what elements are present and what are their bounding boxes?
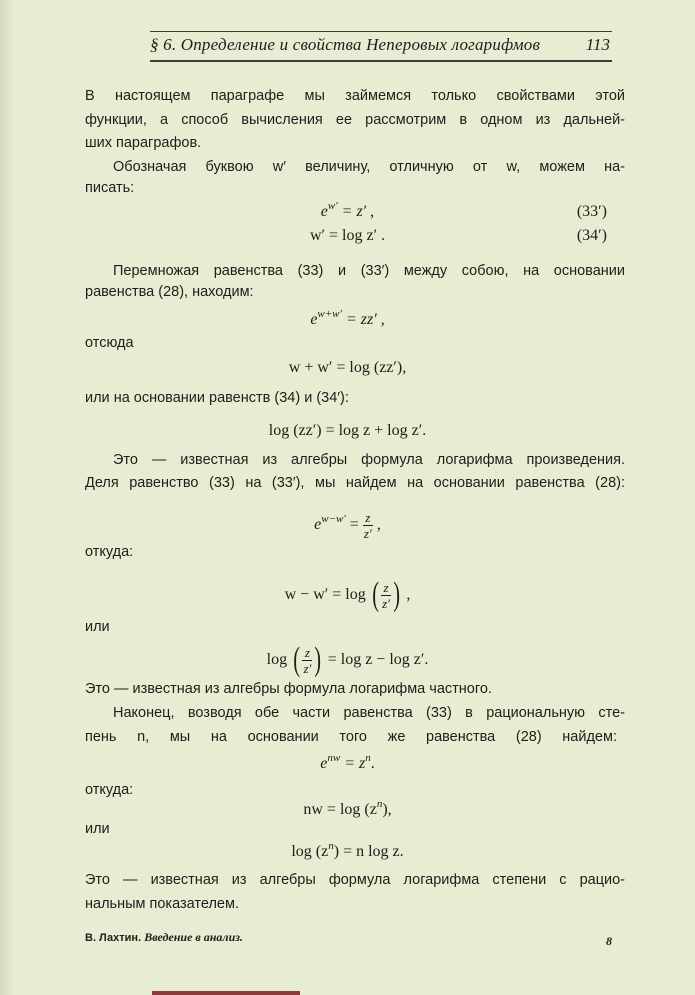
denominator: z′ — [382, 595, 390, 611]
eq-rhs: = zz′ , — [341, 311, 385, 328]
running-header — [150, 35, 610, 57]
eq-base: e — [320, 203, 328, 220]
eq-exponent: n — [365, 752, 371, 764]
equation-number: (34′) — [576, 227, 607, 244]
eq-rhs: , — [372, 516, 381, 533]
numerator: z — [383, 579, 389, 595]
fraction — [381, 581, 391, 610]
eq-lhs: log (z — [291, 843, 329, 860]
eq-base: e — [310, 311, 318, 328]
eq-equals: = z — [340, 755, 366, 772]
text-line: или на основании равенств (34) и (34′): — [85, 390, 349, 406]
page-number: 113 — [585, 35, 610, 54]
text-line: Это — известная из алгебры формула логарифма частного. — [85, 681, 492, 697]
eq-lhs: log — [266, 651, 292, 668]
eq-exponent: w+w′ — [317, 308, 342, 320]
eq-base: e — [320, 755, 328, 772]
left-paren: ( — [293, 641, 301, 679]
footer-imprint — [85, 930, 243, 945]
text-line: Обозначая буквою w′ величину, отличную от w, можем на- — [113, 159, 625, 175]
equation-sum-log — [0, 357, 695, 379]
text-line: нальным показателем. — [85, 896, 239, 912]
header-top-rule — [150, 31, 612, 32]
eq-end: . — [370, 755, 375, 772]
eq-rhs: = log z − log z′. — [323, 651, 429, 668]
equation-quotient-exp — [0, 508, 695, 542]
eq-exponent: n — [328, 840, 334, 852]
text-line: писать: — [85, 180, 135, 196]
text-line: откуда: — [85, 544, 134, 560]
eq-rhs: ) = n log z. — [333, 843, 404, 860]
text-line: В настоящем параграфе мы займемся только свойствами этой — [85, 88, 625, 104]
text-line: откуда: — [85, 782, 134, 798]
numerator: z — [365, 509, 371, 525]
eq-text: w + w′ = log (zz′), — [288, 359, 407, 376]
eq-equals: = — [345, 516, 363, 533]
equation-power-exp — [0, 753, 695, 775]
eq-text: w′ = log z′ . — [309, 227, 386, 244]
eq-exponent: nw — [327, 752, 341, 764]
header-bottom-rule — [150, 60, 612, 62]
eq-lhs: w − w′ = log — [284, 586, 370, 603]
text-line: функции, а способ вычисления ее рассмотрим в одном из дальней- — [85, 112, 625, 128]
signature-mark: 8 — [606, 934, 612, 948]
eq-base: e — [314, 516, 322, 533]
text-line: Деля равенство (33) на (33′), мы найдем на основании равенства (28): — [85, 475, 625, 491]
equation-log-product — [0, 420, 695, 442]
fraction — [363, 511, 373, 540]
equation-difference-log — [0, 578, 695, 612]
red-bookmark-edge — [152, 991, 300, 995]
eq-rhs: = z′ , — [337, 203, 375, 220]
footer-author: В. Лахтин. — [85, 932, 142, 944]
eq-exponent: w′ — [327, 200, 338, 212]
numerator: z — [304, 644, 310, 660]
text-line: или — [85, 619, 110, 635]
eq-lhs: nw = log (z — [303, 801, 377, 818]
text-line: отсюда — [85, 335, 134, 351]
section-title: § 6. Определение и свойства Неперовых логарифмов — [150, 35, 541, 54]
eq-rhs: , — [402, 586, 411, 603]
right-paren: ) — [314, 641, 322, 679]
right-paren: ) — [393, 576, 401, 614]
eq-text: log (zz′) = log z + log z′. — [268, 422, 427, 439]
equation-log-quotient — [0, 643, 695, 677]
left-paren: ( — [371, 576, 379, 614]
text-line: равенства (28), находим: — [85, 284, 254, 300]
text-line: Это — известная из алгебры формула логарифма степени с рацио- — [85, 872, 625, 888]
equation-power-log — [0, 799, 695, 821]
eq-exponent: n — [376, 798, 383, 810]
eq-exponent: w−w′ — [321, 513, 346, 525]
denominator: z′ — [303, 660, 312, 676]
text-line: или — [85, 821, 110, 837]
text-line: Перемножая равенства (33) и (33′) между собою, на основании — [113, 263, 625, 279]
equation-number: (33′) — [576, 203, 607, 220]
text-line: Это — известная из алгебры формула логарифма произведения. — [113, 452, 625, 468]
fraction — [302, 646, 312, 675]
eq-rhs: ), — [382, 801, 392, 818]
text-line: пень n, мы на основании того же равенства (28) найдем: — [85, 729, 617, 745]
equation-log-power — [0, 841, 695, 863]
text-line: ших параграфов. — [85, 135, 202, 151]
text-line: Наконец, возводя обе части равенства (33) в рациональную сте- — [113, 705, 625, 721]
footer-book-title: Введение в анализ. — [144, 930, 243, 944]
denominator: z′ — [363, 525, 372, 541]
equation-product-exp — [0, 309, 695, 331]
